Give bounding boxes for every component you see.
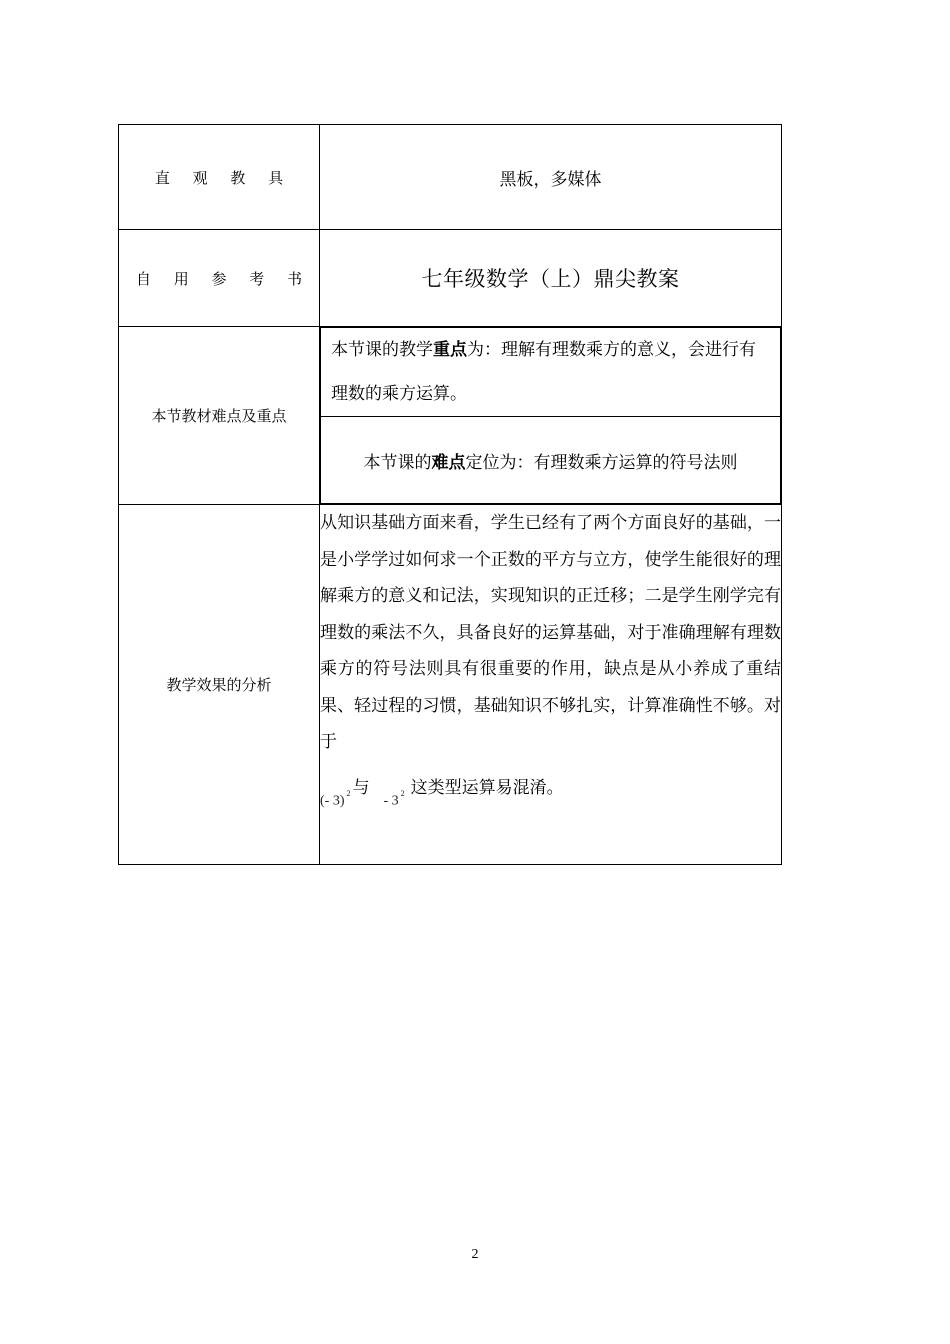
label-cell-teaching-aids: [119, 125, 320, 230]
label-cell-key-points: [119, 327, 320, 505]
key-point-prefix: 本节课的教学: [331, 340, 433, 360]
table-row: [119, 505, 782, 865]
effect-analysis-cell: [320, 505, 782, 865]
key-point-bold: 重点: [433, 340, 467, 360]
page-number: 2: [471, 1247, 479, 1262]
reference-book-value: 七年级数学（上）鼎尖教案: [320, 230, 782, 327]
effect-analysis-text: 从知识基础方面来看，学生已经有了两个方面良好的基础，一是小学学过如何求一个正数的平方与立方，使学生能很好的理解乘方的意义和记法，实现知识的正迁移；二是学生刚学完有理数的乘法不久，具备良好的运算基础，对于准确理解有理数乘方的符号法则具有很重要的作用，缺点是从小养成了重结果、轻过程的习惯，基础知识不够扎实，计算准确性不够。对于: [320, 513, 781, 752]
key-point-text: [321, 328, 781, 417]
label-cell-reference-book: [119, 230, 320, 327]
label-cell-effect-analysis: [119, 505, 320, 865]
teaching-aids-label: 直 观 教 具: [154, 168, 293, 187]
formula-1-exponent: 2: [346, 789, 351, 799]
formula-negative-three-squared-parenthesized: [320, 779, 351, 820]
effect-analysis-label: 教学效果的分析: [166, 676, 272, 694]
formula-1-base: (- 3): [320, 794, 345, 809]
table-row: [119, 327, 782, 505]
key-points-inner-table: [320, 327, 781, 504]
difficult-point-bold: 难点: [431, 452, 466, 473]
formula-line: [320, 767, 781, 811]
reference-book-label: 自 用 参 考 书: [135, 269, 312, 288]
formula-2-base: - 3: [383, 794, 399, 809]
difficult-point-text: [321, 417, 781, 504]
effect-analysis-tail: 这类型运算易混淆。: [410, 778, 564, 798]
difficult-point-prefix: 本节课的: [363, 452, 432, 473]
key-point-suffix: 为：理解有理数乘方的意义，会进行有理数的乘方运算。: [331, 340, 756, 404]
table-row: [119, 230, 782, 327]
formula-negative-three-squared: [384, 779, 405, 820]
formula-connector: 与: [352, 778, 370, 798]
key-points-cell: [320, 327, 782, 505]
teaching-aids-value: 黑板，多媒体: [320, 125, 782, 230]
formula-2-exponent: 2: [400, 789, 405, 799]
key-points-label: 本节教材难点及重点: [151, 407, 287, 425]
table-row: [119, 125, 782, 230]
difficult-point-suffix: 定位为：有理数乘方运算的符号法则: [465, 452, 738, 473]
lesson-plan-table: [118, 124, 782, 865]
